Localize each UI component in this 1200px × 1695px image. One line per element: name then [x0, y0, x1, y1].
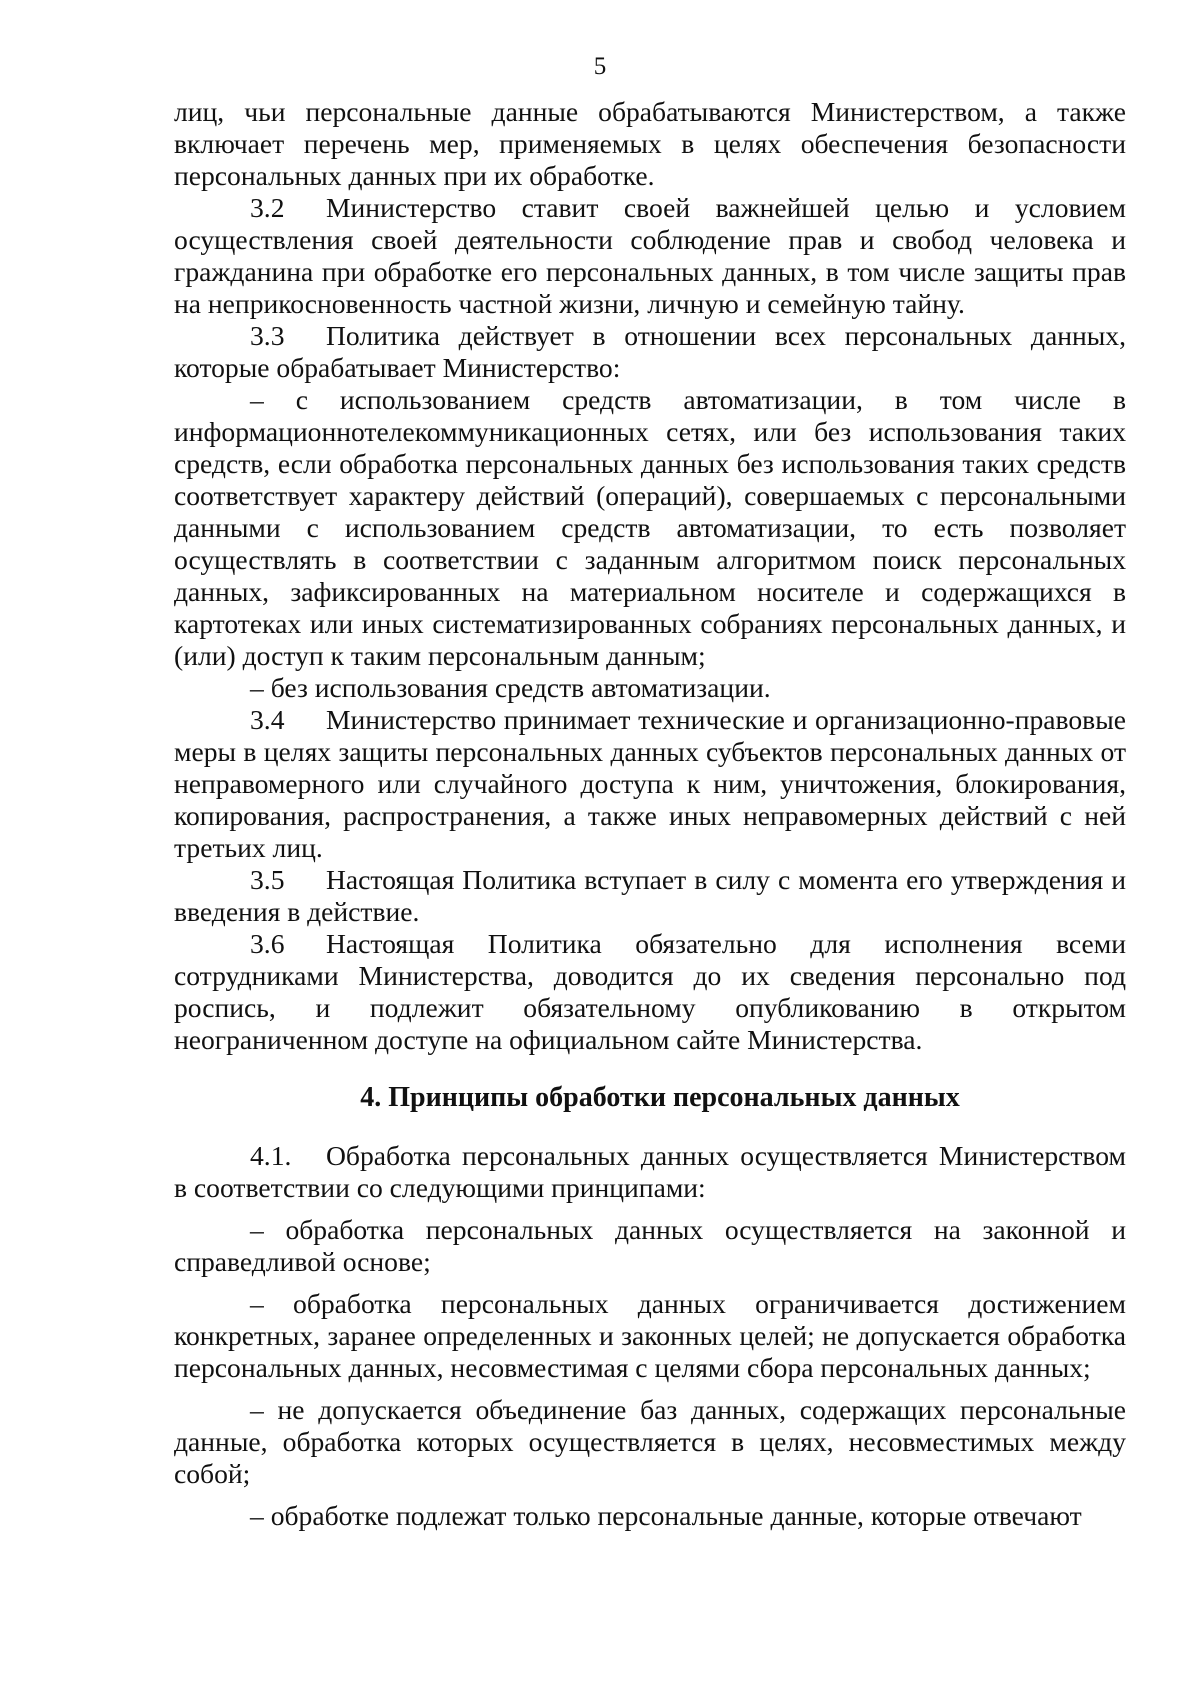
paragraph-number: 3.3: [250, 320, 285, 351]
list-item-non-automated: – без использования средств автоматизации.: [250, 672, 771, 703]
paragraph-3-5: [174, 864, 1126, 928]
paragraph-continuation: лиц, чьи персональные данные обрабатываются Министерством, а также включает перечень мер, применяемых в целях обеспечения безопасности персональных данных при их обработке.: [174, 96, 1126, 191]
principle-item-purpose: – обработка персональных данных ограничивается достижением конкретных, заранее определенных и законных целей; не допускается обработка персональных данных, несовместимая с целями сбора персональных данных;: [174, 1288, 1126, 1383]
paragraph-3-6: [174, 928, 1126, 1056]
paragraph-text: Настоящая Политика обязательно для исполнения всеми сотрудниками Министерства, доводится до их сведения персонально под роспись, и подлежит обязательному опубликованию в открытом неограниченном доступе на официальном сайте Министерства.: [174, 928, 1126, 1055]
principle-item-lawful: – обработка персональных данных осуществляется на законной и справедливой основе;: [174, 1214, 1126, 1277]
paragraph-number: 3.4: [250, 704, 285, 735]
paragraph-number: 3.2: [250, 192, 285, 223]
section-title: 4. Принципы обработки персональных данных: [360, 1082, 960, 1113]
paragraph-text: Настоящая Политика вступает в силу с момента его утверждения и введения в действие.: [174, 864, 1126, 927]
document-body: [174, 96, 1126, 1532]
paragraph-text: Министерство ставит своей важнейшей целью и условием осуществления своей деятельности соблюдение прав и свобод человека и гражданина при обработке его персональных данных, в том числе защиты прав на неприкосновенность частной жизни, личную и семейную тайну.: [174, 192, 1126, 319]
paragraph-4-1: [174, 1140, 1126, 1204]
list-item-automated: – с использованием средств автоматизации, в том числе в информационнотелекоммуникационных сетях, или без использования таких средств, если обработка персональных данных без использования таких средств соответствует характеру действий (операций), совершаемых с персональными данными с использованием средств автоматизации, то есть позволяет осуществлять в соответствии с заданным алгоритмом поиск персональных данных, зафиксированных на материальном носителе и содержащихся в картотеках или иных систематизированных собраниях персональных данных, и (или) доступ к таким персональным данным;: [174, 384, 1126, 671]
paragraph-text: Обработка персональных данных осуществляется Министерством в соответствии со следующими принципами:: [174, 1140, 1126, 1203]
paragraph-number: 4.1.: [250, 1140, 292, 1171]
principle-item-no-merge: – не допускается объединение баз данных, содержащих персональные данные, обработка которых осуществляется в целях, несовместимых между собой;: [174, 1394, 1126, 1489]
page-number: 5: [593, 53, 607, 80]
paragraph-3-3: [174, 320, 1126, 384]
principle-item-relevant: – обработке подлежат только персональные данные, которые отвечают: [250, 1500, 1082, 1531]
paragraph-number: 3.5: [250, 864, 285, 895]
paragraph-text: Политика действует в отношении всех персональных данных, которые обрабатывает Министерство:: [174, 320, 1126, 383]
paragraph-number: 3.6: [250, 928, 285, 959]
paragraph-3-4: [174, 704, 1126, 864]
paragraph-3-2: [174, 192, 1126, 320]
paragraph-text: Министерство принимает технические и организационно-правовые меры в целях защиты персональных данных субъектов персональных данных от неправомерного или случайного доступа к ним, уничтожения, блокирования, копирования, распространения, а также иных неправомерных действий с ней третьих лиц.: [174, 704, 1126, 863]
